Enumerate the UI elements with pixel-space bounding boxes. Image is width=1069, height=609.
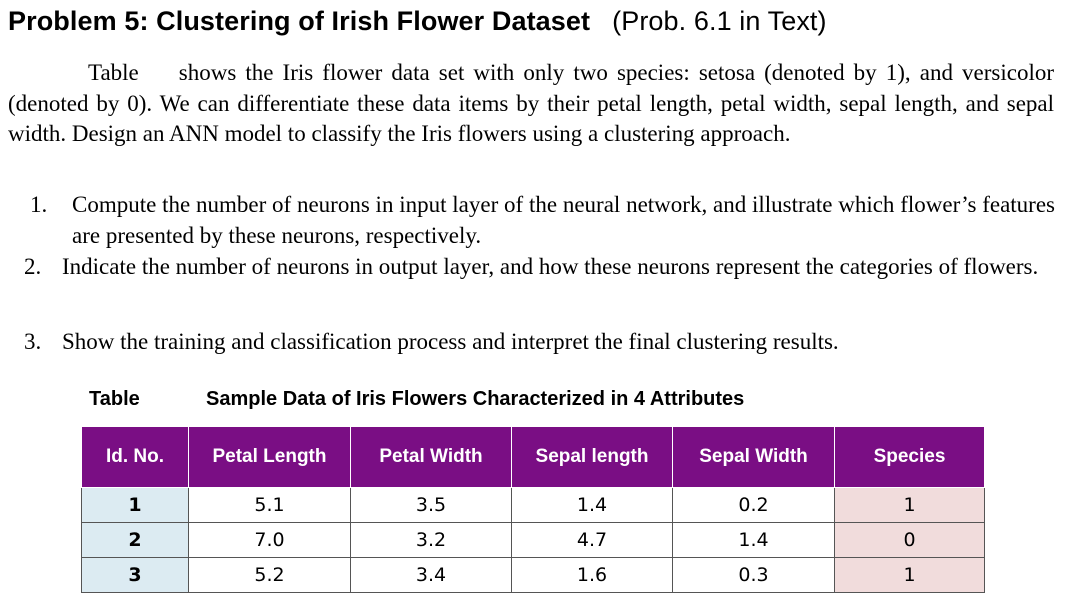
header-petal-length: Petal Length [189, 427, 351, 488]
problem-title-main: Problem 5: Clustering of Irish Flower Dataset [8, 6, 591, 36]
intro-body: shows the Iris flower data set with only two species: setosa (denoted by 1), and versicolor (denoted by 0). We can differentiate these data items by their petal length, petal width, sepal length, and sepal width. Design an ANN model to classify the Iris flowers using a clustering approach. [8, 60, 1054, 146]
cell-petal-length: 7.0 [189, 523, 351, 558]
question-text: Show the training and classification process and interpret the final clustering results. [62, 329, 839, 354]
table-row [82, 558, 985, 593]
cell-sepal-length: 4.7 [512, 523, 673, 558]
cell-petal-length: 5.2 [189, 558, 351, 593]
table-caption [89, 388, 745, 411]
cell-sepal-width: 0.3 [673, 558, 835, 593]
cell-petal-width: 3.2 [351, 523, 512, 558]
table-row [82, 523, 985, 558]
table-caption-label: Table [89, 388, 140, 410]
cell-petal-length: 5.1 [189, 488, 351, 523]
cell-species: 0 [835, 523, 985, 558]
question-text: Compute the number of neurons in input layer of the neural network, and illustrate which flower’s features are presented by these neurons, respectively. [72, 192, 1055, 248]
cell-id: 1 [82, 488, 189, 523]
question-number: 3. [24, 329, 42, 354]
header-species: Species [835, 427, 985, 488]
header-petal-width: Petal Width [351, 427, 512, 488]
cell-sepal-width: 1.4 [673, 523, 835, 558]
cell-id: 3 [82, 558, 189, 593]
question-number: 2. [24, 254, 42, 279]
cell-sepal-width: 0.2 [673, 488, 835, 523]
header-id-no: Id. No. [82, 427, 189, 488]
cell-id: 2 [82, 523, 189, 558]
intro-table-ref: Table [88, 60, 139, 85]
header-sepal-width: Sepal Width [673, 427, 835, 488]
header-sepal-length: Sepal length [512, 427, 673, 488]
cell-petal-width: 3.5 [351, 488, 512, 523]
table-caption-title: Sample Data of Iris Flowers Characterized in 4 Attributes [206, 388, 745, 410]
cell-species: 1 [835, 488, 985, 523]
cell-species: 1 [835, 558, 985, 593]
intro-paragraph [8, 58, 1054, 150]
cell-petal-width: 3.4 [351, 558, 512, 593]
cell-sepal-length: 1.4 [512, 488, 673, 523]
table-header-row [82, 427, 985, 488]
problem-title-reference: (Prob. 6.1 in Text) [612, 6, 827, 36]
cell-sepal-length: 1.6 [512, 558, 673, 593]
table-row [82, 488, 985, 523]
question-number: 1. [30, 192, 48, 217]
iris-data-table [81, 426, 985, 593]
question-text: Indicate the number of neurons in output layer, and how these neurons represent the categories of flowers. [62, 254, 1039, 279]
problem-title [8, 6, 827, 37]
